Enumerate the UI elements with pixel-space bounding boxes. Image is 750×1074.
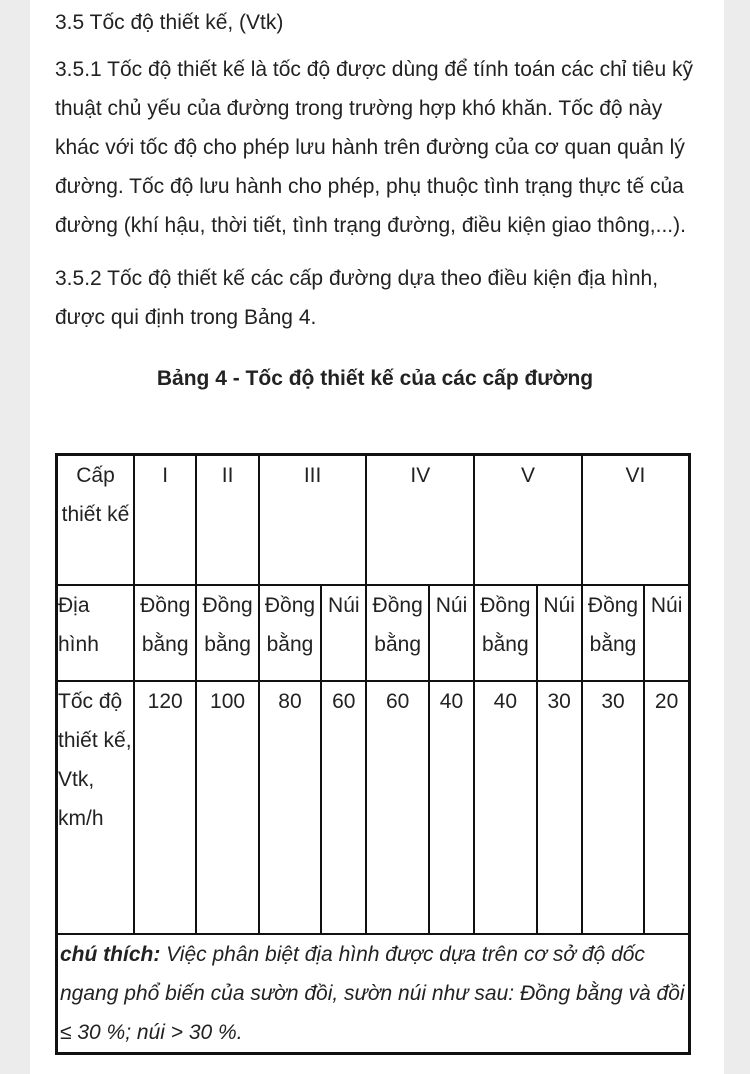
terrain-cell: Núi <box>429 585 474 681</box>
speed-cell: 40 <box>474 681 536 934</box>
speed-row <box>57 681 690 934</box>
grade-cell: V <box>474 455 582 585</box>
terrain-cell: Núi <box>537 585 582 681</box>
terrain-cell: Đồng bằng <box>366 585 428 681</box>
terrain-header: Địa hình <box>57 585 134 681</box>
document-page <box>30 0 724 1074</box>
grade-cell: IV <box>366 455 474 585</box>
grade-row <box>57 455 690 585</box>
speed-table <box>55 453 691 1055</box>
speed-cell: 40 <box>429 681 474 934</box>
terrain-cell: Núi <box>644 585 689 681</box>
terrain-cell: Đồng bằng <box>196 585 258 681</box>
note-row <box>57 934 690 1054</box>
paragraph-3-5-2: 3.5.2 Tốc độ thiết kế các cấp đường dựa theo điều kiện địa hình, được qui định trong Bảng 4. <box>55 267 659 329</box>
grade-cell: II <box>196 455 258 585</box>
terrain-cell: Đồng bằng <box>259 585 321 681</box>
speed-header: Tốc độ thiết kế, Vtk, km/h <box>57 681 134 934</box>
speed-cell: 20 <box>644 681 689 934</box>
speed-cell: 30 <box>537 681 582 934</box>
speed-cell: 120 <box>134 681 196 934</box>
speed-cell: 30 <box>582 681 644 934</box>
table-caption: Bảng 4 - Tốc độ thiết kế của các cấp đường <box>156 367 594 390</box>
section-title: 3.5 Tốc độ thiết kế, (Vtk) <box>55 11 284 34</box>
terrain-row <box>57 585 690 681</box>
terrain-cell: Đồng bằng <box>582 585 644 681</box>
grade-header: Cấp thiết kế <box>57 455 134 585</box>
document-content <box>55 0 695 396</box>
speed-cell: 80 <box>259 681 321 934</box>
paragraph-3-5-1: 3.5.1 Tốc độ thiết kế là tốc độ được dùng để tính toán các chỉ tiêu kỹ thuật chủ yếu của đường trong trường hợp khó khăn. Tốc độ này khác với tốc độ cho phép lưu hành trên đường của cơ quan quản lý đường. Tốc độ lưu hành cho phép, phụ thuộc tình trạng thực tế của đường (khí hậu, thời tiết, tình trạng đường, điều kiện giao thông,...). <box>55 58 693 237</box>
grade-cell: III <box>259 455 367 585</box>
note-text: Việc phân biệt địa hình được dựa trên cơ sở độ dốc ngang phổ biến của sườn đồi, sườn núi như sau: Đồng bằng và đồi ≤ 30 %; núi > 30 %. <box>60 942 685 1044</box>
speed-cell: 60 <box>366 681 428 934</box>
table-note <box>57 934 690 1054</box>
note-label: chú thích: <box>60 942 161 966</box>
grade-cell: VI <box>582 455 690 585</box>
terrain-cell: Núi <box>321 585 366 681</box>
grade-cell: I <box>134 455 196 585</box>
speed-cell: 100 <box>196 681 258 934</box>
speed-cell: 60 <box>321 681 366 934</box>
terrain-cell: Đồng bằng <box>474 585 536 681</box>
terrain-cell: Đồng bằng <box>134 585 196 681</box>
